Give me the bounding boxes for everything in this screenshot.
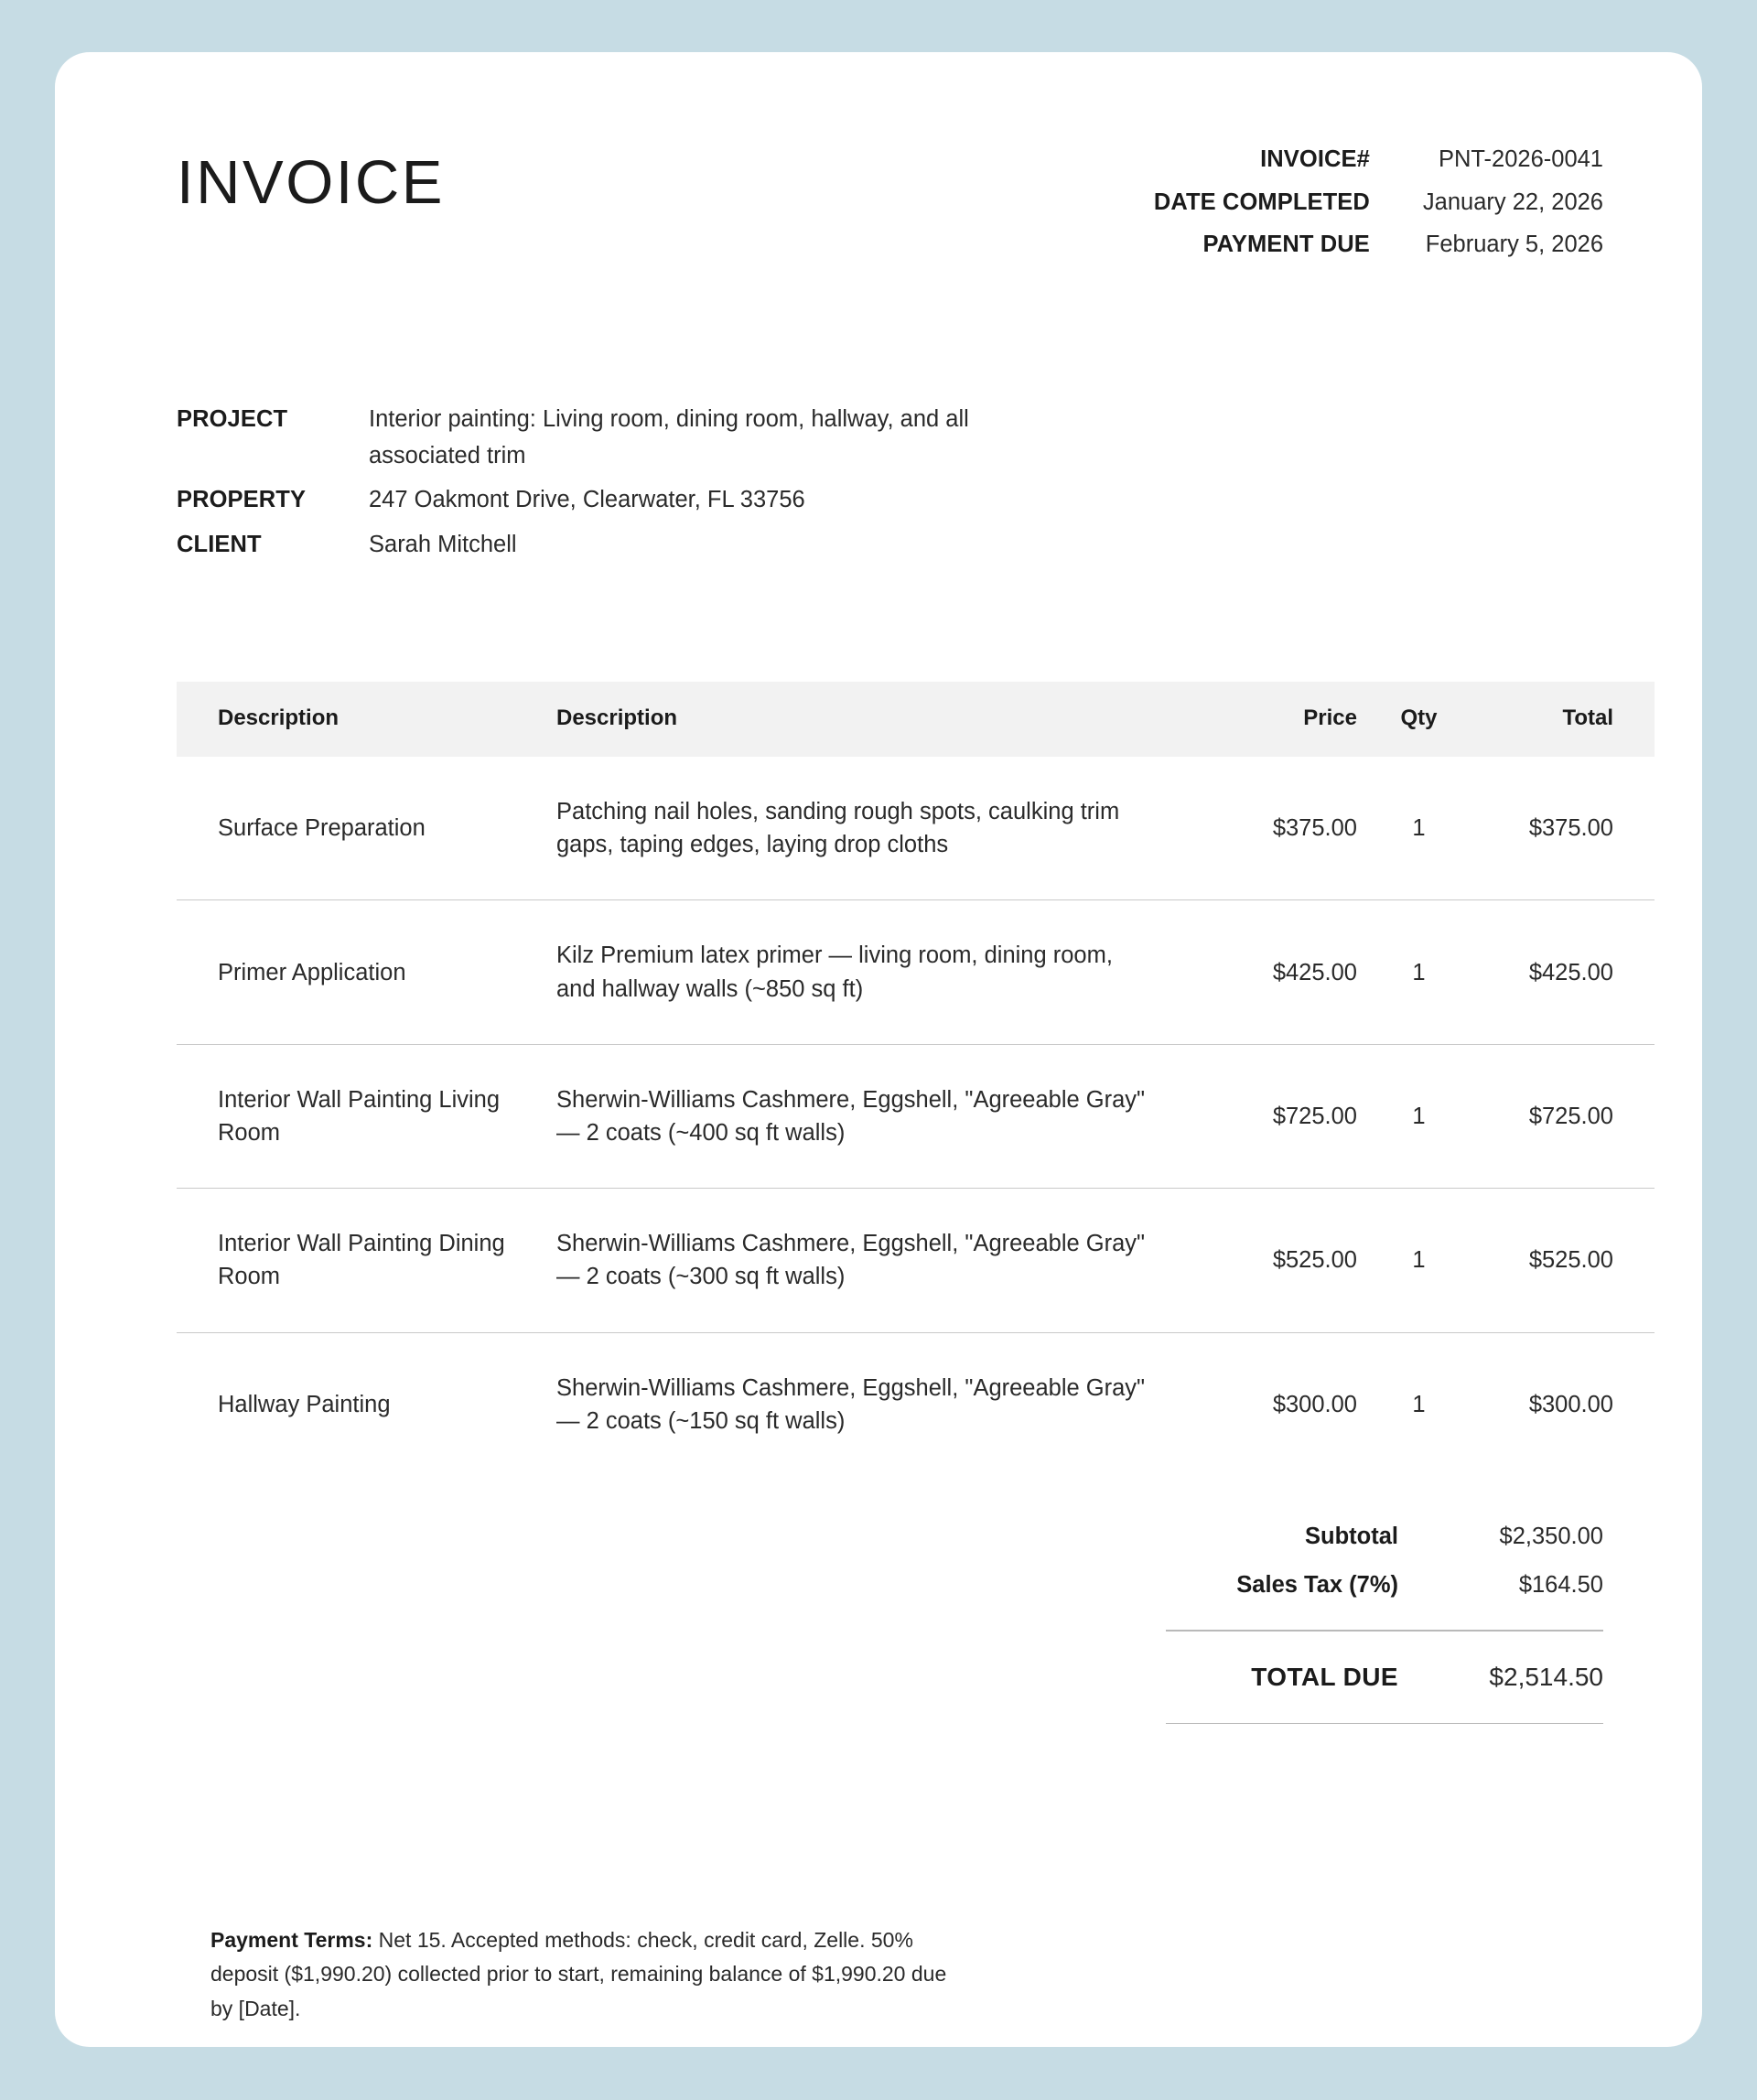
cell-description: Interior Wall Painting Dining Room [177,1189,556,1332]
info-label-project: PROJECT [177,405,288,432]
cell-price: $375.00 [1179,757,1357,900]
info-value-property: 247 Oakmont Drive, Clearwater, FL 33756 [369,487,805,513]
invoice-card [55,52,1702,2047]
cell-description: Interior Wall Painting Living Room [177,1044,556,1188]
invoice-meta-table [1154,145,1603,273]
column-header-price: Price [1179,682,1357,757]
cell-total: $425.00 [1481,900,1655,1044]
info-value-project: Interior painting: Living room, dining room, hallway, and all associated trim [369,405,969,469]
cell-total: $300.00 [1528,1391,1613,1417]
cell-detail: Sherwin-Williams Cashmere, Eggshell, "Agreeable Gray" — 2 coats (~300 sq ft walls) [556,1189,1179,1332]
cell-qty: 1 [1412,1391,1426,1417]
sales-tax-value: $164.50 [1518,1572,1603,1599]
total-due-row [1054,1652,1603,1703]
meta-label-payment-due: PAYMENT DUE [1202,232,1370,258]
column-header-qty: Qty [1357,682,1481,757]
meta-value-invoice-number: PNT-2026-0041 [1438,146,1603,172]
info-row-client [177,526,1603,563]
sales-tax-label: Sales Tax (7%) [1236,1572,1398,1599]
cell-qty: 1 [1357,1189,1481,1332]
column-header-description-detail: Description [556,682,1179,757]
cell-qty: 1 [1357,757,1481,900]
meta-row-invoice-number [1154,145,1603,188]
subtotal-row [1054,1513,1603,1561]
payment-terms-heading: Payment Terms: [210,1928,373,1952]
info-label-client: CLIENT [177,531,262,557]
cell-detail: Sherwin-Williams Cashmere, Eggshell, "Agreeable Gray" — 2 coats (~400 sq ft walls) [556,1044,1179,1188]
cell-total: $375.00 [1481,757,1655,900]
info-row-project [177,401,1603,475]
info-row-property [177,481,1603,518]
line-items-body [177,757,1655,1476]
meta-label-invoice-number: INVOICE# [1260,146,1370,172]
meta-row-payment-due [1154,230,1603,273]
cell-total: $725.00 [1481,1044,1655,1188]
cell-total: $525.00 [1481,1189,1655,1332]
payment-terms-body: Net 15. Accepted methods: check, credit card, Zelle. 50% deposit ($1,990.20) collected prior to start, remaining balance of $1,990.20 due by [Date]. [210,1928,947,2020]
column-header-total: Total [1481,682,1655,757]
table-row [177,1044,1655,1188]
payment-terms [210,1923,970,2026]
meta-value-payment-due: February 5, 2026 [1425,232,1603,258]
subtotal-label: Subtotal [1305,1524,1398,1550]
cell-description: Surface Preparation [177,757,556,900]
table-header-row [177,682,1655,757]
totals-divider-bottom [1166,1723,1603,1725]
info-label-property: PROPERTY [177,487,307,513]
cell-price: $300.00 [1272,1391,1357,1417]
cell-description: Hallway Painting [218,1391,391,1417]
project-info-block [177,401,1603,563]
line-items-table [177,682,1655,1476]
cell-description: Primer Application [177,900,556,1044]
cell-price: $725.00 [1179,1044,1357,1188]
total-due-label: TOTAL DUE [1251,1662,1398,1691]
summary-area [177,1513,1603,1744]
cell-detail: Kilz Premium latex primer — living room, dining room, and hallway walls (~850 sq ft) [556,900,1179,1044]
meta-label-date-completed: DATE COMPLETED [1153,188,1370,215]
cell-price: $425.00 [1179,900,1357,1044]
table-row [177,1189,1655,1332]
table-row [177,757,1655,900]
cell-price: $525.00 [1179,1189,1357,1332]
table-row [177,900,1655,1044]
table-row [177,1332,1655,1476]
info-value-client: Sarah Mitchell [369,531,517,557]
column-header-description: Description [177,682,556,757]
cell-detail: Patching nail holes, sanding rough spots, caulking trim gaps, taping edges, laying drop cloths [556,757,1179,900]
totals-block [1054,1513,1603,1744]
meta-row-date-completed [1154,188,1603,231]
cell-detail: Sherwin-Williams Cashmere, Eggshell, "Agreeable Gray" — 2 coats (~150 sq ft walls) [556,1374,1146,1434]
total-due-value: $2,514.50 [1489,1662,1603,1691]
page-title: INVOICE [177,148,445,217]
invoice-header [177,139,1603,273]
totals-divider-top [1166,1630,1603,1632]
subtotal-value: $2,350.00 [1499,1524,1603,1550]
cell-qty: 1 [1357,1044,1481,1188]
sales-tax-row [1054,1561,1603,1610]
cell-qty: 1 [1357,900,1481,1044]
line-items-header [177,682,1655,757]
meta-value-date-completed: January 22, 2026 [1422,188,1603,215]
